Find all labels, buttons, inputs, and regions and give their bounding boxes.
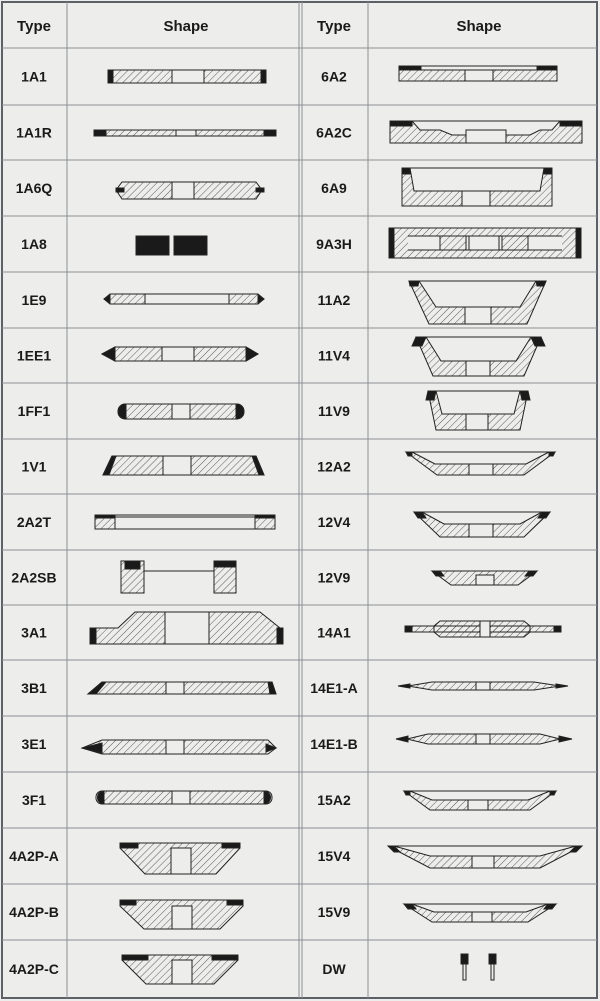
shape-9A3H — [389, 228, 581, 258]
left-type-header: Type — [17, 18, 51, 35]
shape-3B1 — [88, 682, 276, 694]
type-label-left: 1E9 — [21, 292, 47, 308]
shape-3E1 — [82, 740, 276, 754]
shape-1A1 — [108, 70, 266, 83]
type-label-left: 3A1 — [21, 624, 47, 641]
type-label-right: 12A2 — [317, 458, 351, 475]
shape-14E1-A — [398, 682, 568, 690]
type-label-left: 4A2P-C — [9, 961, 59, 977]
shape-1FF1 — [118, 404, 244, 419]
type-label-right: 15V9 — [317, 904, 351, 920]
type-label-left: 3E1 — [21, 736, 47, 752]
type-label-right: 14A1 — [317, 624, 351, 641]
type-label-left: 1FF1 — [17, 403, 51, 419]
type-label-right: 6A9 — [321, 180, 347, 196]
type-label-right: 14E1-B — [310, 736, 358, 752]
shape-1A6Q — [116, 182, 264, 199]
shape-12V9 — [432, 571, 537, 585]
type-label-left: 1A1R — [16, 124, 52, 141]
type-label-left: 2A2SB — [11, 569, 57, 586]
shape-1V1 — [103, 456, 264, 475]
right-shape-header: Shape — [456, 18, 502, 35]
shape-15A2 — [404, 791, 556, 810]
right-type-header: Type — [317, 18, 351, 35]
shape-14E1-B — [396, 734, 572, 744]
type-label-right: 9A3H — [316, 236, 352, 252]
type-label-right: 14E1-A — [310, 680, 358, 696]
type-label-left: 1A1 — [21, 68, 47, 85]
shape-11V4 — [412, 337, 545, 376]
type-label-left: 1A6Q — [15, 180, 53, 196]
shape-3F1 — [96, 791, 272, 804]
shape-6A2C — [390, 121, 582, 143]
shape-6A9 — [402, 168, 552, 206]
type-label-right: 6A2 — [321, 68, 347, 85]
type-label-left: 3B1 — [21, 680, 47, 696]
shape-1EE1 — [102, 347, 258, 361]
type-label-left: 1EE1 — [16, 347, 52, 364]
shape-6A2 — [399, 66, 557, 81]
type-label-right: 11V9 — [318, 403, 350, 419]
type-label-right: DW — [322, 961, 346, 977]
type-label-left: 3F1 — [21, 792, 47, 808]
shape-1A1R — [94, 130, 276, 136]
type-label-right: 12V4 — [317, 514, 351, 530]
shape-1E9 — [104, 294, 264, 304]
type-label-left: 1V1 — [21, 458, 47, 475]
left-shape-header: Shape — [163, 18, 209, 35]
shape-11A2 — [409, 281, 546, 324]
type-label-right: 11V4 — [318, 347, 350, 364]
type-label-right: 11A2 — [317, 292, 351, 308]
type-label-left: 1A8 — [21, 236, 47, 252]
type-label-right: 15V4 — [317, 848, 351, 864]
type-label-right: 15A2 — [317, 792, 351, 808]
type-label-right: 6A2C — [316, 124, 352, 141]
shape-11V9 — [426, 391, 530, 430]
type-label-left: 2A2T — [16, 514, 52, 530]
type-label-left: 4A2P-B — [9, 904, 59, 920]
type-label-right: 12V9 — [317, 569, 351, 586]
type-label-left: 4A2P-A — [9, 848, 59, 864]
